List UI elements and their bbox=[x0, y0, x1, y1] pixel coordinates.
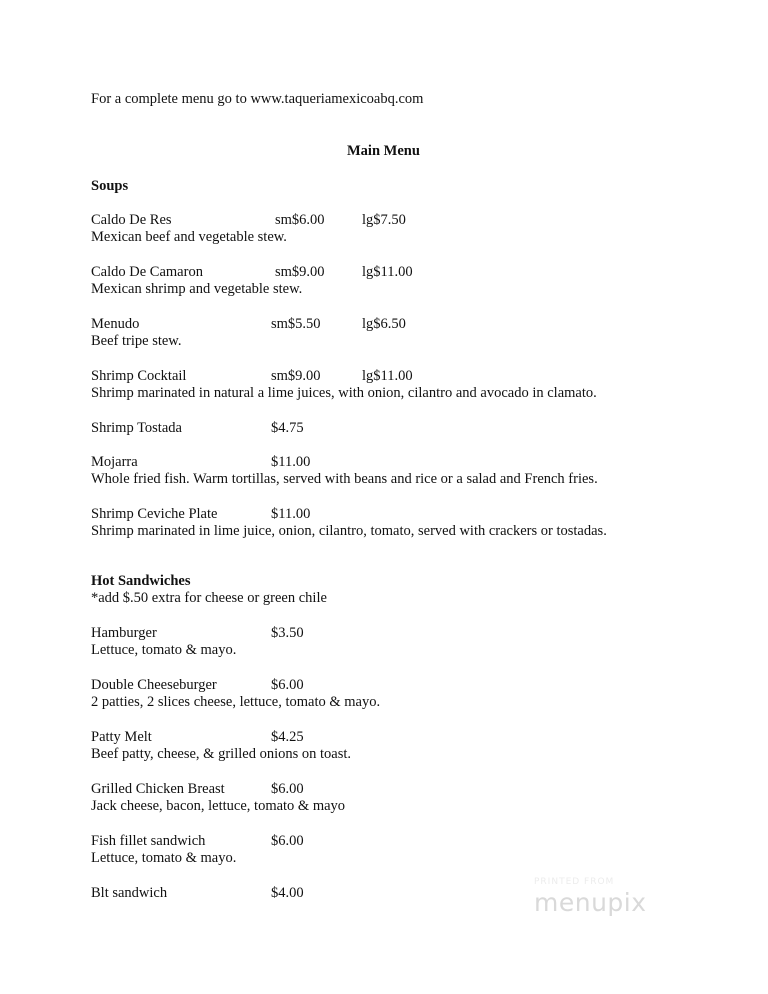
main-menu-title: Main Menu bbox=[347, 143, 420, 159]
item-description: Mexican shrimp and vegetable stew. bbox=[91, 281, 303, 297]
watermark-top-text: PRINTED FROM bbox=[534, 877, 615, 887]
item-description: Mexican beef and vegetable stew. bbox=[91, 229, 287, 245]
menupix-watermark bbox=[528, 874, 678, 934]
item-price: $4.25 bbox=[271, 729, 304, 745]
item-name: Shrimp Tostada bbox=[91, 420, 182, 436]
item-description: 2 patties, 2 slices cheese, lettuce, tomato & mayo. bbox=[91, 694, 381, 710]
item-price: $11.00 bbox=[271, 506, 311, 522]
item-description: Lettuce, tomato & mayo. bbox=[91, 850, 237, 866]
item-price-small: sm$6.00 bbox=[275, 212, 325, 228]
item-price: $6.00 bbox=[271, 833, 304, 849]
item-name: Patty Melt bbox=[91, 729, 152, 745]
item-price: $6.00 bbox=[271, 781, 304, 797]
item-name: Blt sandwich bbox=[91, 885, 168, 901]
item-description: Jack cheese, bacon, lettuce, tomato & mayo bbox=[91, 798, 346, 814]
item-description: Beef patty, cheese, & grilled onions on toast. bbox=[91, 746, 351, 762]
intro-text: For a complete menu go to www.taqueriamexicoabq.com bbox=[91, 91, 424, 107]
item-name: Fish fillet sandwich bbox=[91, 833, 206, 849]
item-name: Double Cheeseburger bbox=[91, 677, 217, 693]
item-name: Caldo De Camaron bbox=[91, 264, 203, 280]
item-name: Caldo De Res bbox=[91, 212, 172, 228]
item-name: Shrimp Ceviche Plate bbox=[91, 506, 218, 522]
item-price: $4.00 bbox=[271, 885, 304, 901]
item-price-small: sm$9.00 bbox=[275, 264, 325, 280]
item-price: $3.50 bbox=[271, 625, 304, 641]
item-description: Whole fried fish. Warm tortillas, served with beans and rice or a salad and French fries. bbox=[91, 471, 598, 487]
item-name: Mojarra bbox=[91, 454, 138, 470]
item-price-large: lg$6.50 bbox=[362, 316, 406, 332]
soups-heading: Soups bbox=[91, 178, 129, 194]
item-description: Shrimp marinated in lime juice, onion, cilantro, tomato, served with crackers or tostadas. bbox=[91, 523, 607, 539]
item-name: Shrimp Cocktail bbox=[91, 368, 187, 384]
item-price-small: sm$9.00 bbox=[271, 368, 321, 384]
item-price-large: lg$11.00 bbox=[362, 264, 413, 280]
item-price-large: lg$11.00 bbox=[362, 368, 413, 384]
item-price-small: sm$5.50 bbox=[271, 316, 321, 332]
item-description: Beef tripe stew. bbox=[91, 333, 182, 349]
menupix-logo: menupix bbox=[534, 888, 647, 917]
item-price: $11.00 bbox=[271, 454, 311, 470]
item-name: Grilled Chicken Breast bbox=[91, 781, 225, 797]
item-price: $6.00 bbox=[271, 677, 304, 693]
item-name: Menudo bbox=[91, 316, 140, 332]
hot-sandwiches-heading: Hot Sandwiches bbox=[91, 573, 191, 589]
item-price: $4.75 bbox=[271, 420, 304, 436]
hot-sandwiches-note: *add $.50 extra for cheese or green chile bbox=[91, 590, 327, 606]
item-description: Shrimp marinated in natural a lime juices, with onion, cilantro and avocado in clamato. bbox=[91, 385, 597, 401]
item-description: Lettuce, tomato & mayo. bbox=[91, 642, 237, 658]
item-price-large: lg$7.50 bbox=[362, 212, 406, 228]
item-name: Hamburger bbox=[91, 625, 157, 641]
